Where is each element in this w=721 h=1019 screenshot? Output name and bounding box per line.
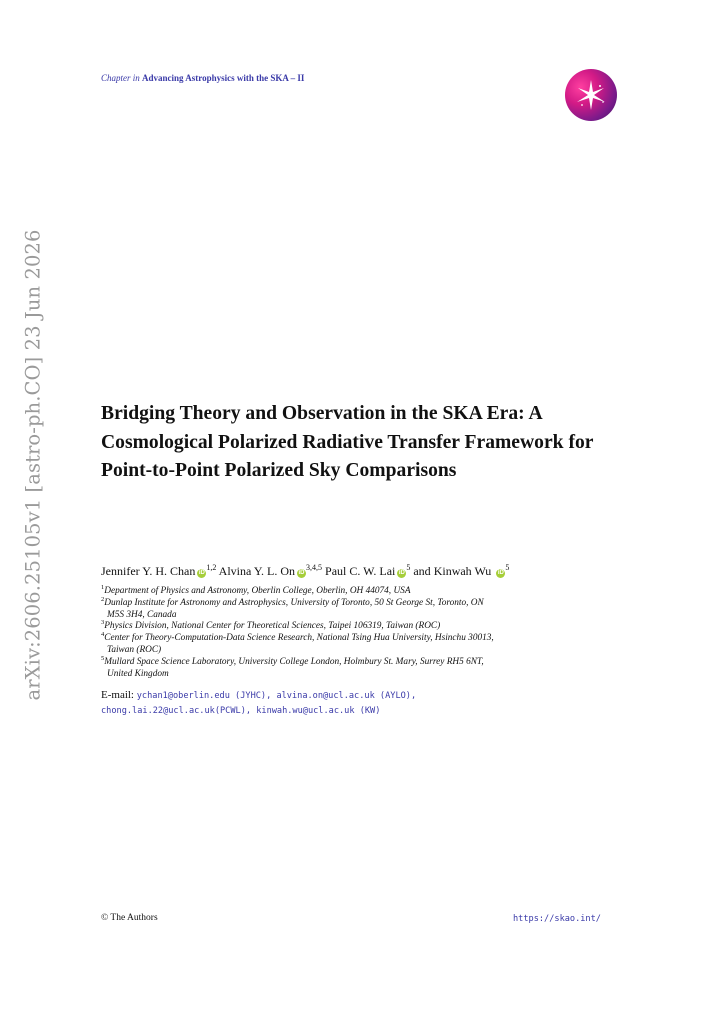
orcid-icon[interactable]: iD xyxy=(497,570,504,576)
copyright-notice: © The Authors xyxy=(101,913,158,923)
author-list xyxy=(101,564,509,579)
affiliation-item xyxy=(101,654,641,681)
author-affiliation-marker: 1,2 xyxy=(206,563,217,572)
affiliation-text: Center for Theory-Computation-Data Science Research, National Tsing Hua University, Hsinchu 30013, xyxy=(104,633,494,644)
ska-star-logo-icon xyxy=(565,69,617,121)
paper-title xyxy=(101,400,661,486)
title-line: Bridging Theory and Observation in the SKA Era: A xyxy=(101,403,543,424)
author-name: Alvina Y. L. On xyxy=(218,564,296,578)
affiliation-text: United Kingdom xyxy=(107,668,169,679)
email-links[interactable]: chong.lai.22@ucl.ac.uk(PCWL), kinwah.wu@ucl.ac.uk (KW) xyxy=(101,706,381,716)
affiliation-text: M5S 3H4, Canada xyxy=(107,609,177,620)
title-line: Cosmological Polarized Radiative Transfer Framework for xyxy=(101,431,594,453)
author-affiliation-marker: 3,4,5 xyxy=(306,563,323,572)
affiliation-item xyxy=(101,586,641,598)
chapter-prefix: Chapter in xyxy=(101,73,140,83)
affiliation-item xyxy=(101,633,641,657)
affiliation-number: 3 xyxy=(101,619,105,627)
title-line: Point-to-Point Polarized Sky Comparisons xyxy=(101,460,457,481)
author-affiliation-marker: 5 xyxy=(406,563,411,572)
author-name: Paul C. W. Lai xyxy=(325,564,396,578)
email-block xyxy=(101,688,416,718)
affiliation-number: 4 xyxy=(101,631,105,639)
ska-website-link[interactable]: https://skao.int/ xyxy=(513,914,601,924)
affiliation-list xyxy=(101,586,641,680)
affiliation-number: 5 xyxy=(101,654,105,662)
author-name: Jennifer Y. H. Chan xyxy=(101,564,196,578)
chapter-header xyxy=(101,73,304,83)
affiliation-item xyxy=(101,595,641,622)
orcid-icon[interactable]: iD xyxy=(298,570,305,576)
book-title[interactable]: Advancing Astrophysics with the SKA – II xyxy=(142,73,305,83)
affiliation-text: Physics Division, National Center for Theoretical Sciences, Taipei 106319, Taiwan (ROC) xyxy=(104,621,441,632)
affiliation-number: 1 xyxy=(101,584,105,591)
affiliation-text: Department of Physics and Astronomy, Oberlin College, Oberlin, OH 44074, USA xyxy=(104,586,411,596)
email-label: E-mail: xyxy=(101,689,134,701)
affiliation-number: 2 xyxy=(101,595,105,603)
affiliation-text: Dunlap Institute for Astronomy and Astrophysics, University of Toronto, 50 St George St, Toronto, ON xyxy=(104,597,484,608)
arxiv-side-stamp: arXiv:2606.25105v1 [astro-ph.CO] 23 Jun 2026 xyxy=(21,229,45,701)
author-affiliation-marker: 5 xyxy=(505,563,510,572)
orcid-icon[interactable]: iD xyxy=(198,570,205,576)
affiliation-item xyxy=(101,621,641,633)
email-links[interactable]: ychan1@oberlin.edu (JYHC), alvina.on@ucl.ac.uk (AYLO), xyxy=(136,691,417,701)
affiliation-text: Mullard Space Science Laboratory, University College London, Holmbury St. Mary, Surrey RH5 6NT, xyxy=(104,656,484,667)
author-separator: and xyxy=(410,564,434,578)
affiliation-text: Taiwan (ROC) xyxy=(107,644,162,655)
author-name: Kinwah Wu xyxy=(433,564,492,578)
orcid-icon[interactable]: iD xyxy=(398,570,405,576)
